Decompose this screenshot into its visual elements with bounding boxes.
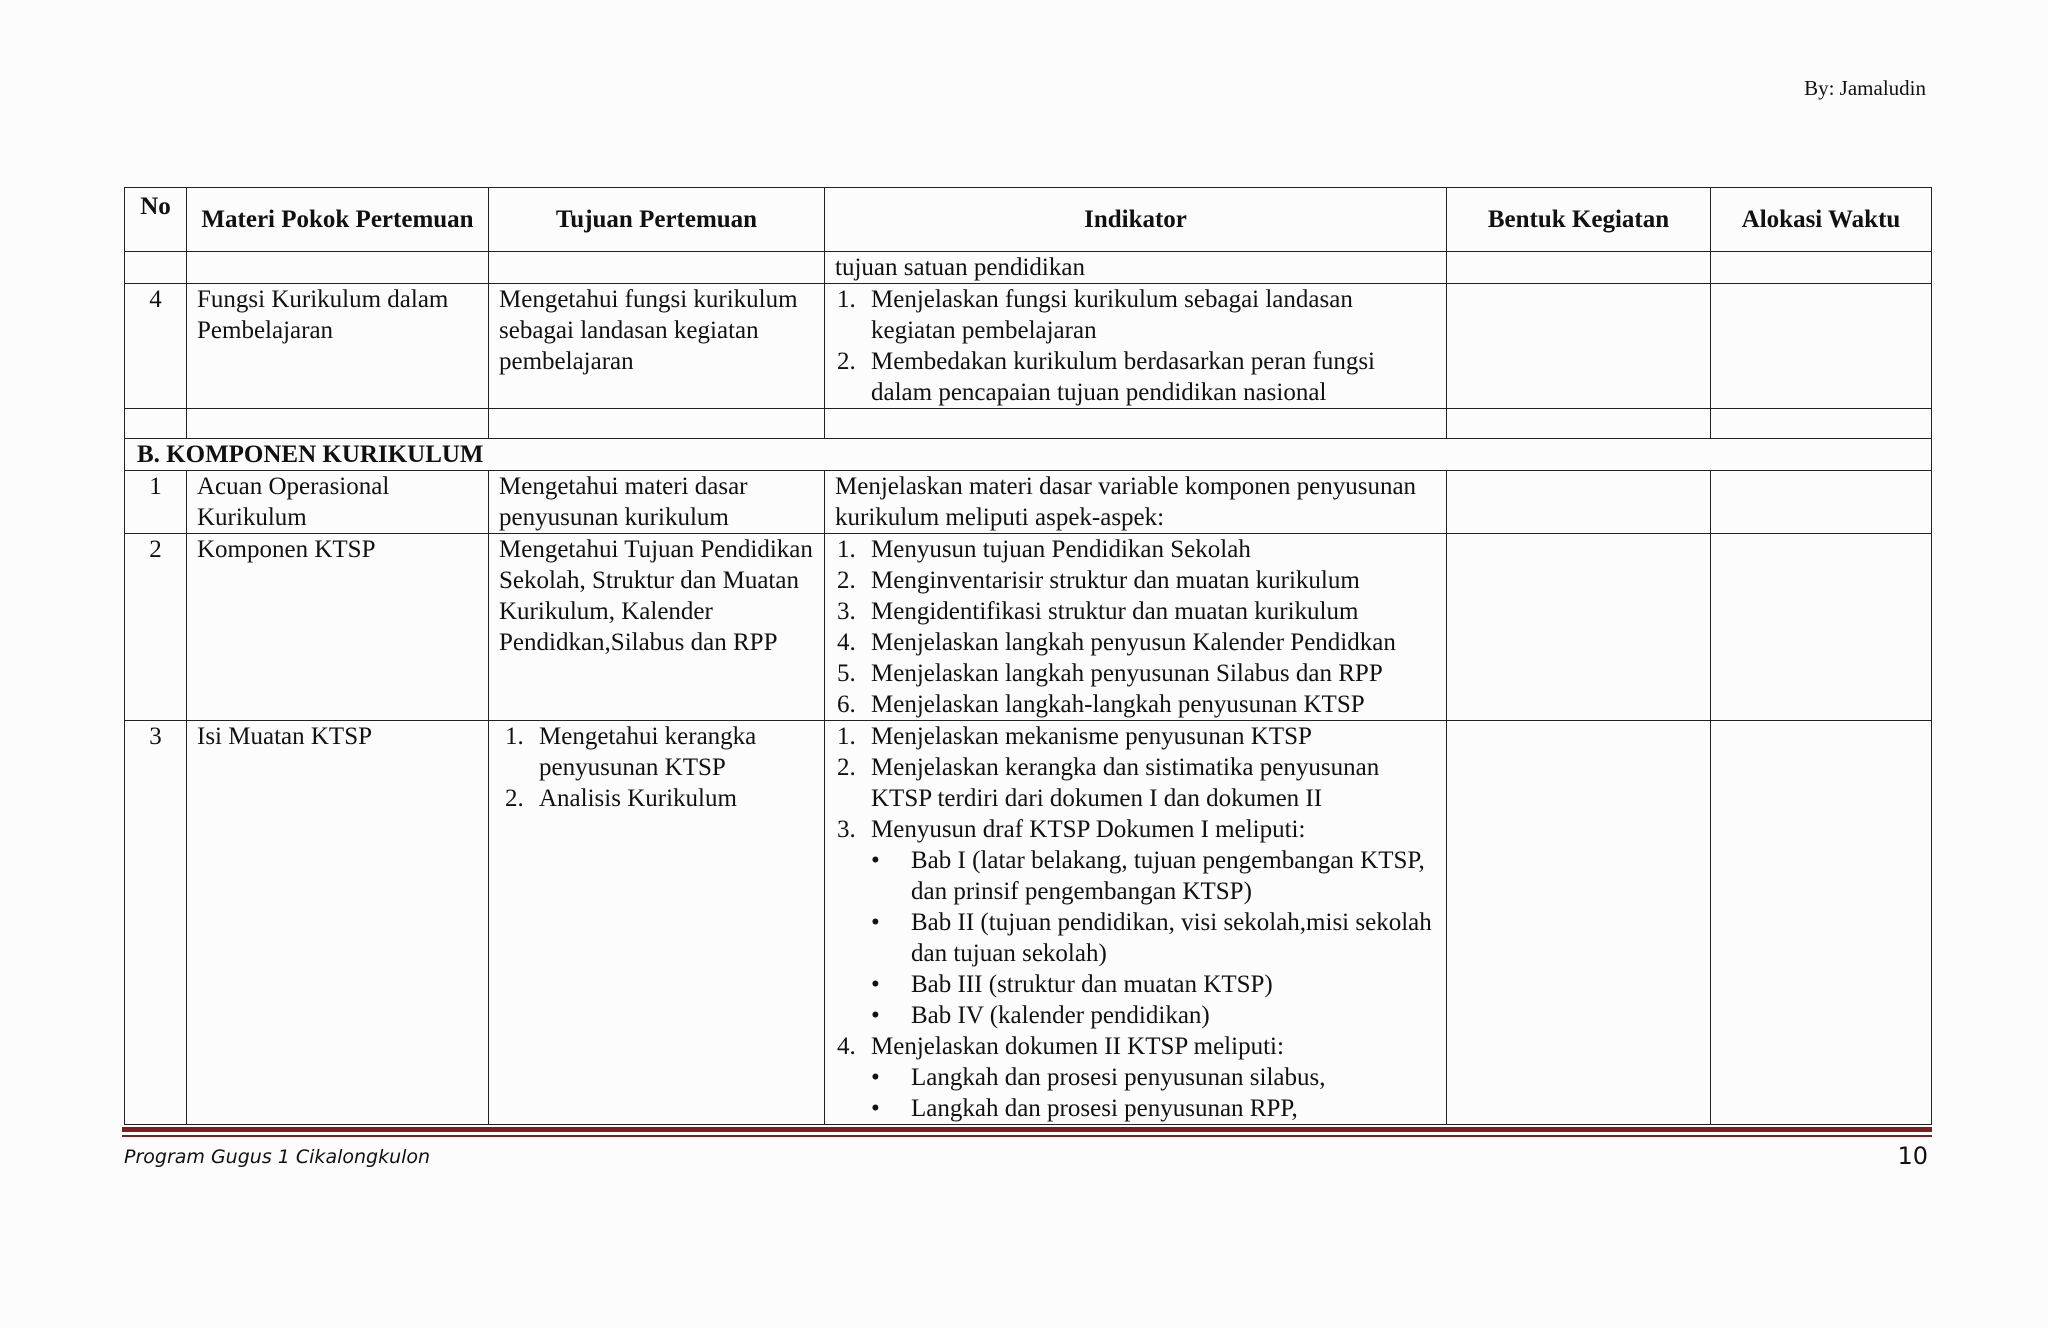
cell-tujuan [489, 252, 825, 284]
bullet-item: • Bab II (tujuan pendidikan, visi sekolah,misi sekolah dan tujuan sekolah) [867, 907, 1436, 969]
cell-alokasi [1711, 471, 1932, 534]
bullet-list [867, 1062, 1436, 1124]
table-row-empty [125, 409, 1932, 439]
cell-materi: Komponen KTSP [187, 534, 489, 721]
cell-materi: Fungsi Kurikulum dalam Pembelajaran [187, 284, 489, 409]
list-item: 6. Menjelaskan langkah-langkah penyusunan KTSP [837, 691, 1365, 718]
cell-no: 1 [125, 471, 187, 534]
cell-no: 2 [125, 534, 187, 721]
cell-no [125, 252, 187, 284]
table-row [125, 252, 1932, 284]
cell-materi [187, 252, 489, 284]
cell-indikator [825, 721, 1447, 1125]
list-item: 3. Menyusun draf KTSP Dokumen I meliputi: • Bab I (latar belakang, tujuan pengembangan KTSP, dan prinsif pengembangan KTSP) • Bab II (tujuan pendidikan, visi sekolah,misi sekolah dan tujuan sekolah) • Bab III (struktur dan muatan KTSP) • Bab IV (kalender pendidikan) [835, 814, 1436, 1031]
table-row [125, 534, 1932, 721]
cell-tujuan: Mengetahui fungsi kurikulum sebagai landasan kegiatan pembelajaran [489, 284, 825, 409]
bullet-item: • Langkah dan prosesi penyusunan RPP, [867, 1093, 1436, 1124]
list-item: 2. Membedakan kurikulum berdasarkan peran fungsi dalam pencapaian tujuan pendidikan nasional [837, 348, 1376, 406]
bullet-list [867, 845, 1436, 1031]
footer-divider-thin [122, 1135, 1932, 1137]
footer-divider [122, 1127, 1932, 1132]
list-item: 4. Menjelaskan langkah penyusun Kalender Pendidkan [837, 629, 1396, 656]
list-item: 1. Mengetahui kerangka penyusunan KTSP [505, 723, 757, 781]
header-tujuan: Tujuan Pertemuan [489, 188, 825, 252]
header-materi: Materi Pokok Pertemuan [187, 188, 489, 252]
indikator-list [835, 534, 1436, 720]
list-item: 4. Menjelaskan dokumen II KTSP meliputi: • Langkah dan prosesi penyusunan silabus, • Langkah dan prosesi penyusunan RPP, [835, 1031, 1436, 1124]
table-row [125, 721, 1932, 1125]
list-item: 2. Analisis Kurikulum [505, 785, 737, 812]
indikator-list [835, 284, 1436, 408]
section-row [125, 439, 1932, 471]
list-item: 5. Menjelaskan langkah penyusunan Silabus dan RPP [837, 660, 1383, 687]
cell-bentuk [1447, 721, 1711, 1125]
cell-bentuk [1447, 534, 1711, 721]
list-item: 1. Menjelaskan fungsi kurikulum sebagai landasan kegiatan pembelajaran [837, 286, 1353, 344]
cell-no: 3 [125, 721, 187, 1125]
cell-bentuk [1447, 284, 1711, 409]
cell-indikator: tujuan satuan pendidikan [825, 252, 1447, 284]
cell-alokasi [1711, 284, 1932, 409]
cell-tujuan [489, 721, 825, 1125]
header-indikator: Indikator [825, 188, 1447, 252]
table-row [125, 471, 1932, 534]
table-row [125, 284, 1932, 409]
cell-tujuan: Mengetahui materi dasar penyusunan kurikulum [489, 471, 825, 534]
cell-indikator: Menjelaskan materi dasar variable komponen penyusunan kurikulum meliputi aspek-aspek: [825, 471, 1447, 534]
list-item: 1. Menyusun tujuan Pendidikan Sekolah [837, 536, 1251, 563]
header-bentuk-kegiatan: Bentuk Kegiatan [1447, 188, 1711, 252]
bullet-item: • Langkah dan prosesi penyusunan silabus, [867, 1062, 1436, 1093]
cell-alokasi [1711, 534, 1932, 721]
cell-indikator [825, 284, 1447, 409]
list-item: 3. Mengidentifikasi struktur dan muatan kurikulum [837, 598, 1359, 625]
lesson-plan-table [124, 187, 1932, 1125]
cell-no: 4 [125, 284, 187, 409]
header-no: No [125, 188, 187, 252]
cell-bentuk [1447, 252, 1711, 284]
list-item: 1. Menjelaskan mekanisme penyusunan KTSP [837, 723, 1312, 750]
cell-alokasi [1711, 252, 1932, 284]
cell-indikator [825, 534, 1447, 721]
bullet-item: • Bab III (struktur dan muatan KTSP) [867, 969, 1436, 1000]
cell-tujuan: Mengetahui Tujuan Pendidikan Sekolah, Struktur dan Muatan Kurikulum, Kalender Pendidkan,Silabus dan RPP [489, 534, 825, 721]
list-item: 2. Menginventarisir struktur dan muatan kurikulum [837, 567, 1360, 594]
author-credit: By: Jamaludin [1804, 76, 1926, 100]
cell-materi: Acuan Operasional Kurikulum [187, 471, 489, 534]
cell-materi: Isi Muatan KTSP [187, 721, 489, 1125]
table-header-row [125, 188, 1932, 252]
cell-bentuk [1447, 471, 1711, 534]
bullet-item: • Bab I (latar belakang, tujuan pengembangan KTSP, dan prinsif pengembangan KTSP) [867, 845, 1436, 907]
page-number: 10 [1897, 1142, 1928, 1170]
footer-program-title: Program Gugus 1 Cikalongkulon [124, 1146, 431, 1168]
indikator-list [835, 721, 1436, 1124]
section-title: B. KOMPONEN KURIKULUM [125, 439, 1932, 471]
header-alokasi-waktu: Alokasi Waktu [1711, 188, 1932, 252]
cell-alokasi [1711, 721, 1932, 1125]
tujuan-list [499, 721, 814, 814]
bullet-item: • Bab IV (kalender pendidikan) [867, 1000, 1436, 1031]
list-item: 2. Menjelaskan kerangka dan sistimatika penyusunan KTSP terdiri dari dokumen I dan dokumen II [837, 754, 1380, 812]
